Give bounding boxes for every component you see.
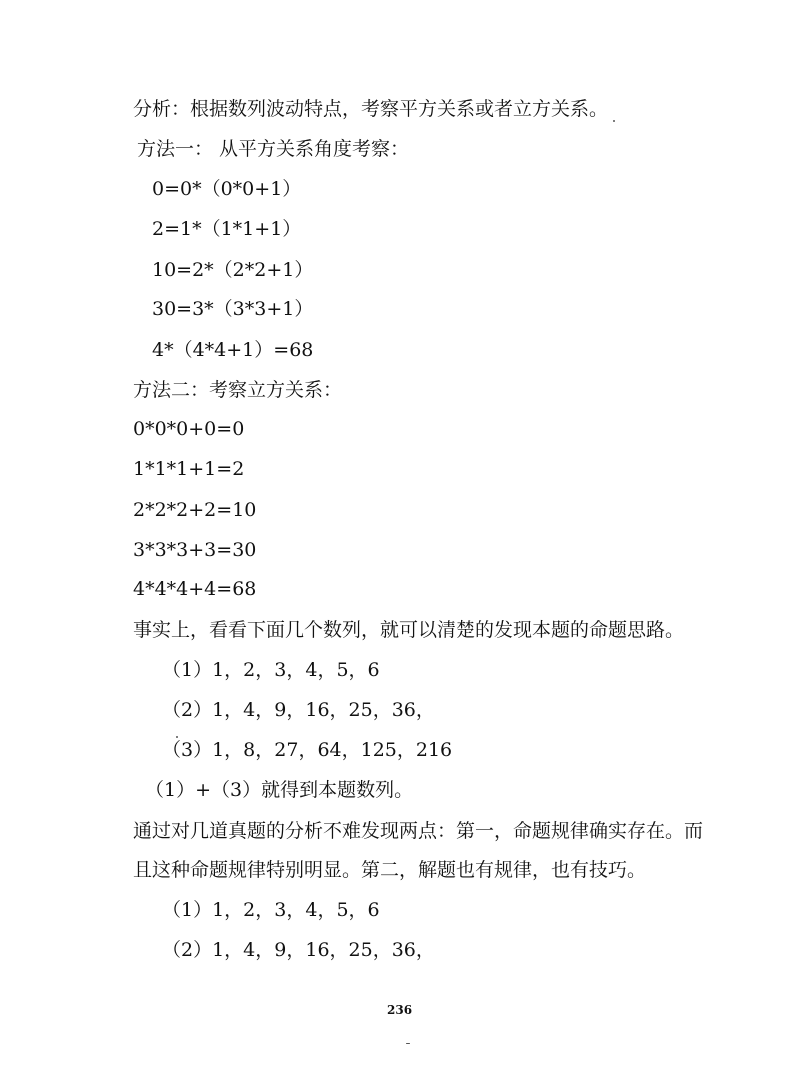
paragraph-line: 事实上，看看下面几个数列，就可以清楚的发现本题的命题思路。 (133, 619, 685, 641)
formula-line: 0=0*（0*0+1） (152, 178, 302, 200)
sequence-line: （2）1，4，9，16，25，36， (162, 699, 435, 721)
sequence-line: （3）1，8，27，64，125，216 (162, 739, 453, 761)
formula-line: 0*0*0+0=0 (133, 418, 245, 440)
method-one-heading: 方法一： 从平方关系角度考察： (137, 138, 410, 160)
sequence-line: （1）1，2，3，4，5，6 (162, 659, 380, 681)
scan-speck (406, 1043, 410, 1044)
scan-speck (176, 736, 178, 738)
paragraph-line: 且这种命题规律特别明显。第二，解题也有规律，也有技巧。 (133, 859, 647, 881)
paragraph-line: 通过对几道真题的分析不难发现两点：第一，命题规律确实存在。而 (133, 820, 704, 842)
formula-line: 1*1*1+1=2 (133, 458, 245, 480)
sequence-line: （1）1，2，3，4，5，6 (162, 899, 380, 921)
formula-line: 4*4*4+4=68 (133, 578, 257, 600)
formula-line: 10=2*（2*2+1） (152, 259, 314, 281)
analysis-line: 分析：根据数列波动特点，考察平方关系或者立方关系。 (133, 98, 609, 120)
sequence-sum-line: （1）+（3）就得到本题数列。 (145, 779, 414, 801)
sequence-line: （2）1，4，9，16，25，36， (162, 939, 435, 961)
formula-line: 2=1*（1*1+1） (152, 218, 302, 240)
formula-line: 30=3*（3*3+1） (152, 298, 314, 320)
method-two-heading: 方法二：考察立方关系： (133, 379, 343, 401)
formula-line: 4*（4*4+1）=68 (152, 339, 314, 361)
formula-line: 3*3*3+3=30 (133, 539, 257, 561)
formula-line: 2*2*2+2=10 (133, 499, 257, 521)
page-number: 236 (387, 1003, 413, 1017)
scan-speck (613, 120, 615, 122)
